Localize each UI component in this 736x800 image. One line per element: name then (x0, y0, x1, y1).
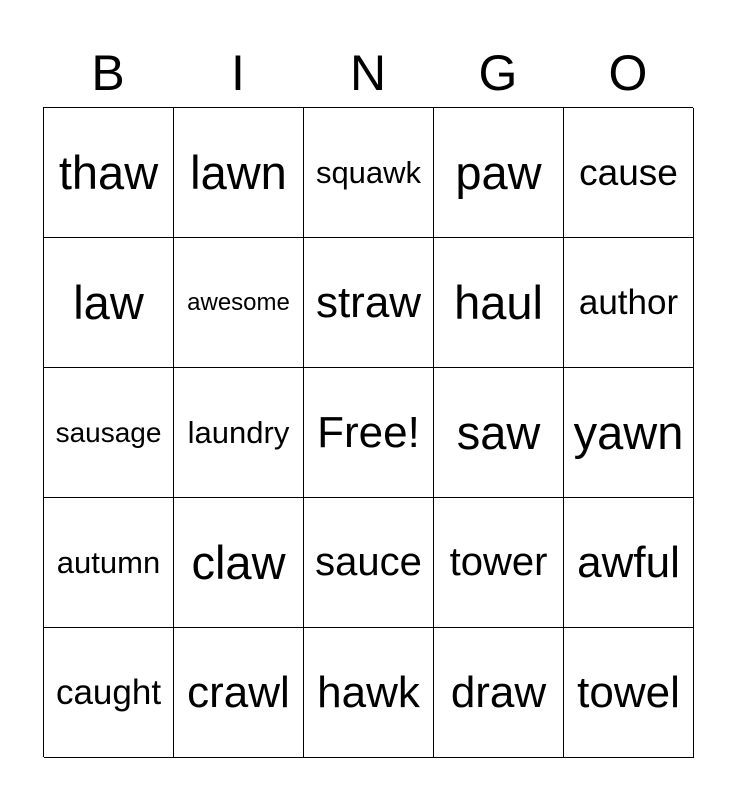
bingo-cell[interactable]: caught (44, 628, 174, 758)
bingo-cell[interactable]: awful (564, 498, 694, 628)
header-letter-i: I (231, 45, 245, 101)
header-letter-n: N (349, 45, 387, 101)
bingo-cell[interactable]: squawk (304, 108, 434, 238)
bingo-cell[interactable]: sauce (304, 498, 434, 628)
bingo-cell[interactable]: hawk (304, 628, 434, 758)
header-letter-b: B (91, 45, 125, 101)
bingo-cell[interactable]: claw (174, 498, 304, 628)
bingo-cell[interactable]: author (564, 238, 694, 368)
bingo-cell[interactable]: towel (564, 628, 694, 758)
bingo-cell-free[interactable]: Free! (304, 368, 434, 498)
bingo-board (43, 107, 693, 757)
bingo-cell[interactable]: haul (434, 238, 564, 368)
bingo-cell[interactable]: thaw (44, 108, 174, 238)
bingo-cell[interactable]: awesome (174, 238, 304, 368)
bingo-cell[interactable]: cause (564, 108, 694, 238)
bingo-cell[interactable]: draw (434, 628, 564, 758)
bingo-header (43, 40, 693, 106)
bingo-cell[interactable]: yawn (564, 368, 694, 498)
bingo-cell[interactable]: autumn (44, 498, 174, 628)
bingo-cell[interactable]: straw (304, 238, 434, 368)
bingo-cell[interactable]: laundry (174, 368, 304, 498)
bingo-cell[interactable]: saw (434, 368, 564, 498)
bingo-cell[interactable]: sausage (44, 368, 174, 498)
bingo-cell[interactable]: law (44, 238, 174, 368)
header-letter-g: G (478, 45, 518, 101)
bingo-cell[interactable]: crawl (174, 628, 304, 758)
bingo-cell[interactable]: paw (434, 108, 564, 238)
bingo-cell[interactable]: lawn (174, 108, 304, 238)
bingo-cell[interactable]: tower (434, 498, 564, 628)
header-letter-o: O (608, 45, 648, 101)
